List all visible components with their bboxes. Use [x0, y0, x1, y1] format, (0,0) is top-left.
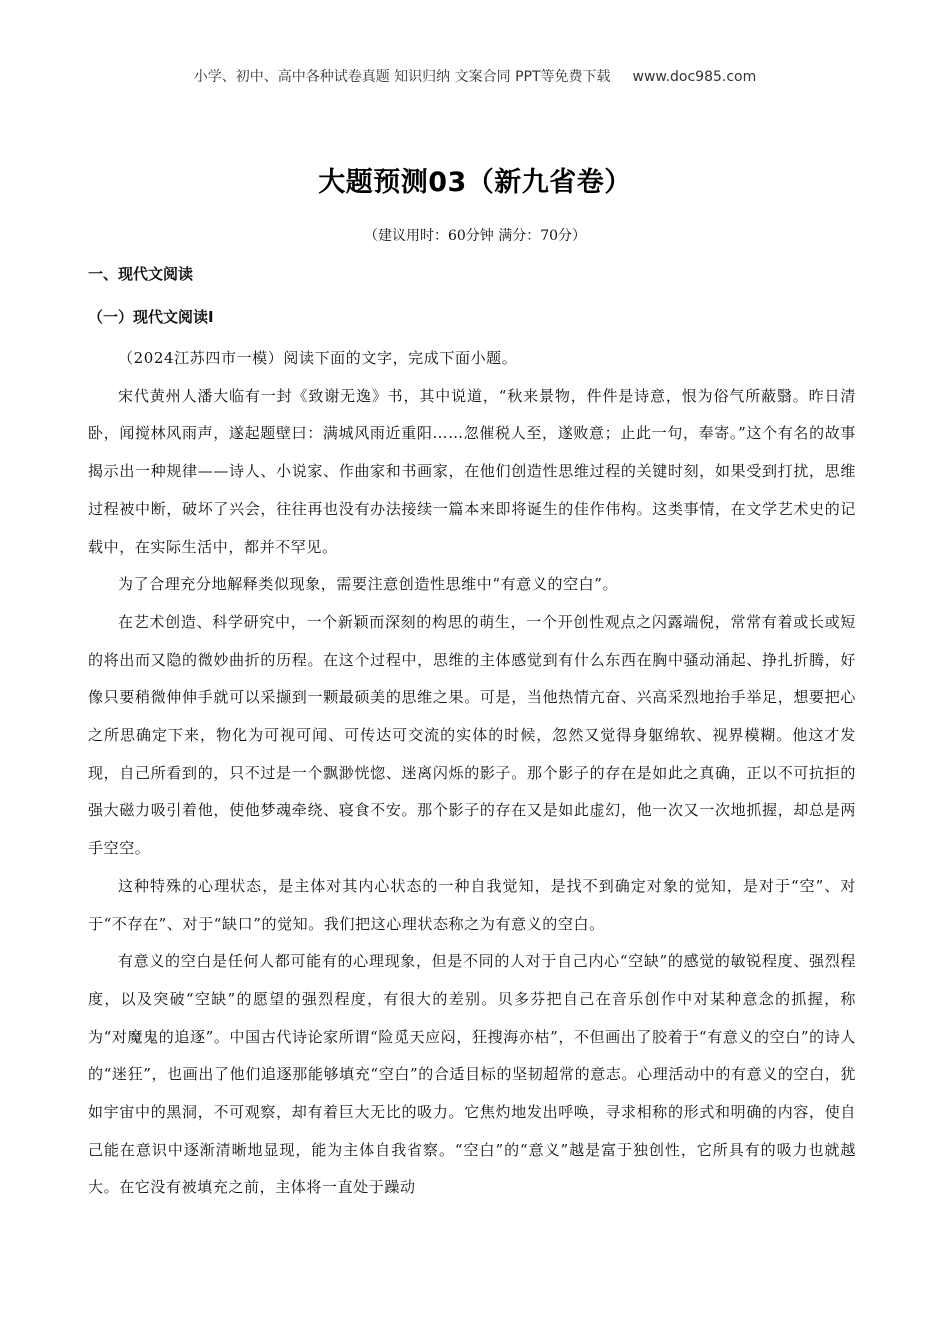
- site-header: [0, 66, 950, 86]
- passage-paragraph: 有意义的空白是任何人都可能有的心理现象，但是不同的人对于自己内心“空缺”的感觉的敏锐程度、强烈程度，以及突破“空缺”的愿望的强烈程度，有很大的差别。贝多芬把自己在音乐创作中对某种意念的抓握，称为“对魔鬼的追逐”。中国古代诗论家所谓“险觅天应闷，狂搜海亦枯”，不但画出了胶着于“有意义的空白”的诗人的“迷狂”，也画出了他们追逐那能够填充“空白”的合适目标的坚韧超常的意志。心理活动中的有意义的空白，犹如宇宙中的黑洞，不可观察，却有着巨大无比的吸力。它焦灼地发出呼唤，寻求相称的形式和明确的内容，使自己能在意识中逐渐清晰地显现，能为主体自我省察。“空白”的“意义”越是富于独创性，它所具有的吸力也就越大。在它没有被填充之前，主体将一直处于躁动: [88, 952, 856, 1197]
- passage-source-line: （2024江苏四市一模）阅读下面的文字，完成下面小题。: [118, 349, 518, 367]
- page-subtitle: （建议用时：60分钟 满分：70分）: [363, 228, 587, 244]
- header-site-url[interactable]: www.doc985.com: [632, 69, 757, 85]
- passage-paragraph: 宋代黄州人潘大临有一封《致谢无逸》书，其中说道，“秋来景物，件件是诗意，恨为俗气所蔽翳。昨日清卧，闻搅林风雨声，遂起题壁曰：满城风雨近重阳……忽催税人至，遂败意；止此一句，奉寄。”这个有名的故事揭示出一种规律——诗人、小说家、作曲家和书画家，在他们创造性思维过程的关键时刻，如果受到打扰，思维过程被中断，破坏了兴会，往往再也没有办法接续一篇本来即将诞生的佳作伟构。这类事情，在文学艺术史的记载中，在实际生活中，都并不罕见。: [88, 386, 856, 556]
- section-heading: 一、现代文阅读: [88, 265, 194, 283]
- page-title: 大题预测03（新九省卷）: [318, 167, 632, 198]
- header-ad-text: 小学、初中、高中各种试卷真题 知识归纳 文案合同 PPT等免费下载: [193, 69, 611, 85]
- passage-paragraph: 这种特殊的心理状态，是主体对其内心状态的一种自我觉知，是找不到确定对象的觉知，是对于“空”、对于“不存在”、对于“缺口”的觉知。我们把这心理状态称之为有意义的空白。: [88, 876, 856, 933]
- reading-passage: [88, 340, 856, 1207]
- section-sub-heading: （一）现代文阅读Ⅰ: [88, 308, 214, 326]
- passage-paragraph: 为了合理充分地解释类似现象，需要注意创造性思维中“有意义的空白”。: [118, 575, 619, 594]
- passage-paragraph: 在艺术创造、科学研究中，一个新颖而深刻的构思的萌生，一个开创性观点之闪露端倪，常常有着或长或短的将出而又隐的微妙曲折的历程。在这个过程中，思维的主体感觉到有什么东西在胸中骚动涌起、挣扎折腾，好像只要稍微伸伸手就可以采撷到一颗最硕美的思维之果。可是，当他热情亢奋、兴高采烈地抬手举足，想要把心之所思确定下来，物化为可视可闻、可传达可交流的实体的时候，忽然又觉得身躯绵软、视界模糊。他这才发现，自己所看到的，只不过是一个飘渺恍惚、迷离闪烁的影子。那个影子的存在是如此之真确，正以不可抗拒的强大磁力吸引着他，使他梦魂牵绕、寝食不安。那个影子的存在又是如此虚幻，他一次又一次地抓握，却总是两手空空。: [88, 612, 856, 858]
